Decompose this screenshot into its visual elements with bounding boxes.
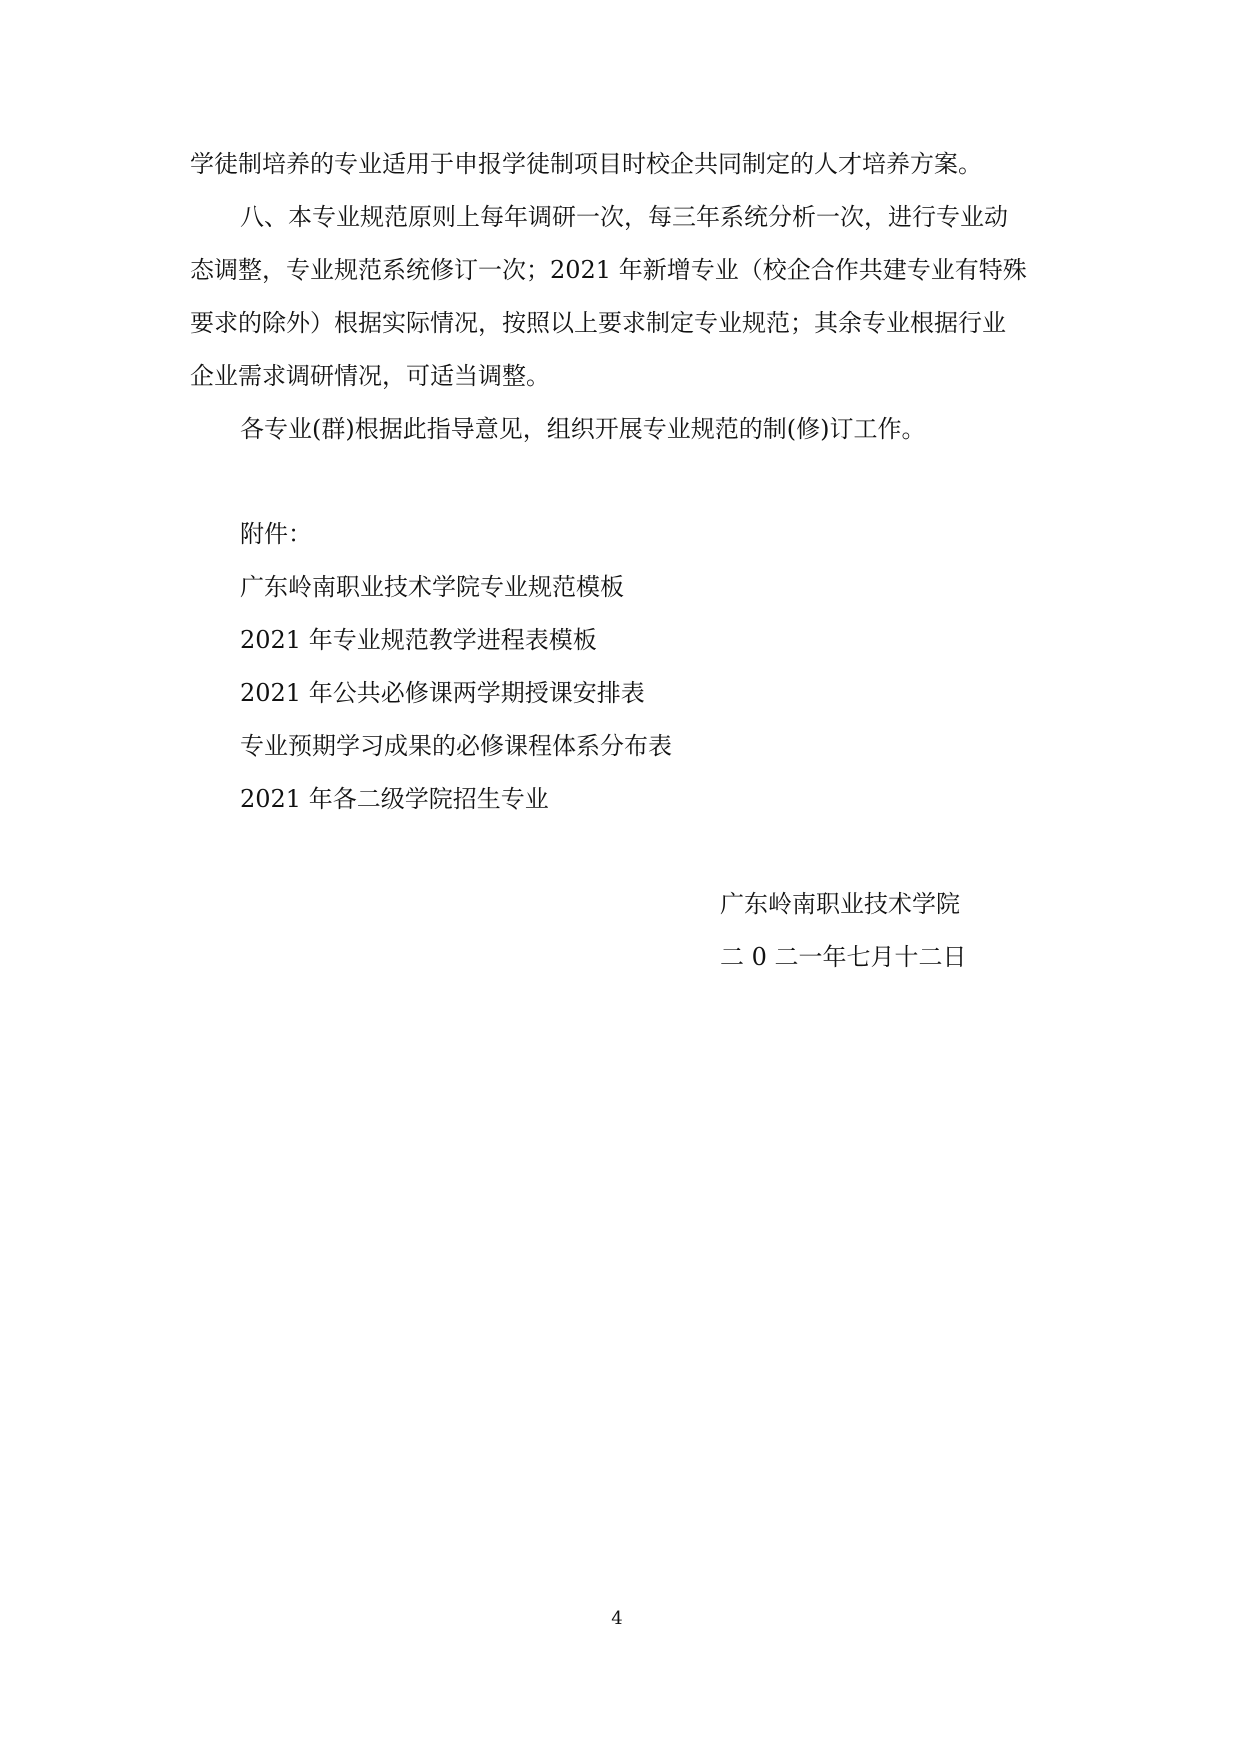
attachment-item: 专业预期学习成果的必修课程体系分布表 xyxy=(240,732,672,760)
body-paragraph-3-line-1: 各专业(群)根据此指导意见，组织开展专业规范的制(修)订工作。 xyxy=(240,415,926,443)
attachment-item: 广东岭南职业技术学院专业规范模板 xyxy=(240,573,624,601)
attachment-item: 2021 年专业规范教学进程表模板 xyxy=(240,626,597,654)
body-paragraph-2-line-2: 态调整，专业规范系统修订一次；2021 年新增专业（校企合作共建专业有特殊 xyxy=(190,256,1027,284)
signature-organization: 广东岭南职业技术学院 xyxy=(720,890,960,918)
signature-date: 二 0 二一年七月十二日 xyxy=(720,943,967,971)
attachment-item: 2021 年公共必修课两学期授课安排表 xyxy=(240,679,645,707)
attachment-item: 2021 年各二级学院招生专业 xyxy=(240,785,549,813)
page-number: 4 xyxy=(611,1608,623,1629)
body-paragraph-2-line-4: 企业需求调研情况，可适当调整。 xyxy=(190,362,550,390)
attachments-label: 附件： xyxy=(240,520,312,548)
body-paragraph-2-line-3: 要求的除外）根据实际情况，按照以上要求制定专业规范；其余专业根据行业 xyxy=(190,309,1006,337)
body-paragraph-2-line-1: 八、本专业规范原则上每年调研一次，每三年系统分析一次，进行专业动 xyxy=(240,203,1008,231)
body-paragraph-1-line-1: 学徒制培养的专业适用于申报学徒制项目时校企共同制定的人才培养方案。 xyxy=(190,150,982,178)
